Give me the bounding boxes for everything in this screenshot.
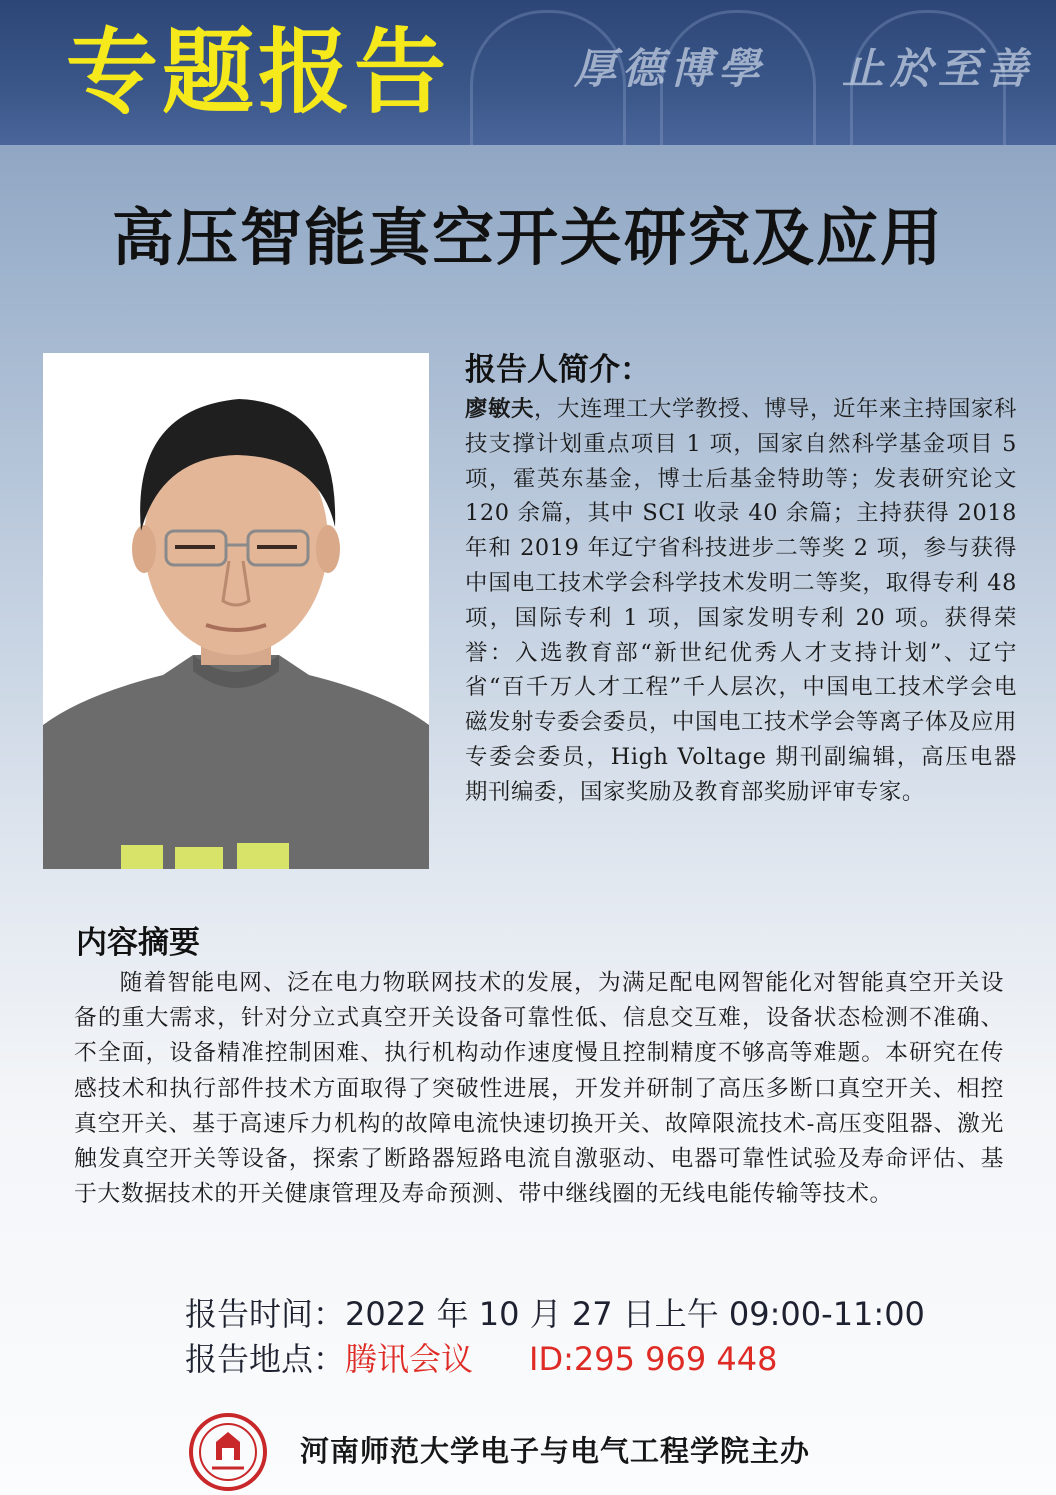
abstract-heading: 内容摘要 [76,925,200,961]
organizer: 河南师范大学电子与电气工程学院主办 [300,1434,811,1468]
schedule-place-row [185,1337,777,1381]
banner-title: 专题报告 [66,19,451,126]
speaker-bio [465,392,1017,810]
motto-right: 止於至善 [842,44,1035,93]
place-value: 腾讯会议 [345,1340,474,1378]
meeting-id: ID:295 969 448 [529,1340,778,1378]
header-banner [0,0,1056,145]
report-title: 高压智能真空开关研究及应用 [111,201,944,274]
time-value: 2022 年 10 月 27 日上午 09:00-11:00 [345,1295,925,1333]
schedule-time-row [185,1292,925,1336]
speaker-bio-heading: 报告人简介： [465,352,651,388]
speaker-name: 廖敏夫 [465,396,534,422]
place-label: 报告地点： [185,1340,346,1378]
abstract-text: 随着智能电网、泛在电力物联网技术的发展，为满足配电网智能化对智能真空开关设备的重大需求，针对分立式真空开关设备可靠性低、信息交互难，设备状态检测不准确、不全面，设备精准控制困难、执行机构动作速度慢且控制精度不够高等难题。本研究在传感技术和执行部件技术方面取得了突破性进展，开发并研制了高压多断口真空开关、相控真空开关、基于高速斥力机构的故障电流快速切换开关、故障限流技术-高压变阻器、激光触发真空开关等设备，探索了断路器短路电流自激驱动、电器可靠性试验及寿命评估、基于大数据技术的开关健康管理及寿命预测、带中继线圈的无线电能传输等技术。 [74,970,1004,1208]
motto-left: 厚德博學 [574,44,767,93]
speaker-portrait-icon [43,353,429,869]
university-seal-icon [188,1412,268,1492]
time-label: 报告时间： [185,1295,346,1333]
speaker-bio-text: ，大连理工大学教授、博导，近年来主持国家科技支撑计划重点项目 1 项，国家自然科学基金项目 5 项，霍英东基金，博士后基金特助等；发表研究论文 120 余篇，其中 SCI 收录 40 余篇；主持获得 2018 年和 2019 年辽宁省科技进步二等奖 2 项，参与获得中国电工技术学会科学技术发明二等奖，取得专利 48 项，国际专利 1 项，国家发明专利 20 项。获得荣誉：入选教育部“新世纪优秀人才支持计划”、辽宁省“百千万人才工程”千人层次，中国电工技术学会电磁发射专委会委员，中国电工技术学会等离子体及应用专委会委员，High Voltage 期刊副编辑，高压电器期刊编委，国家奖励及教育部奖励评审专家。 [465,396,1017,805]
speaker-photo [43,353,429,869]
